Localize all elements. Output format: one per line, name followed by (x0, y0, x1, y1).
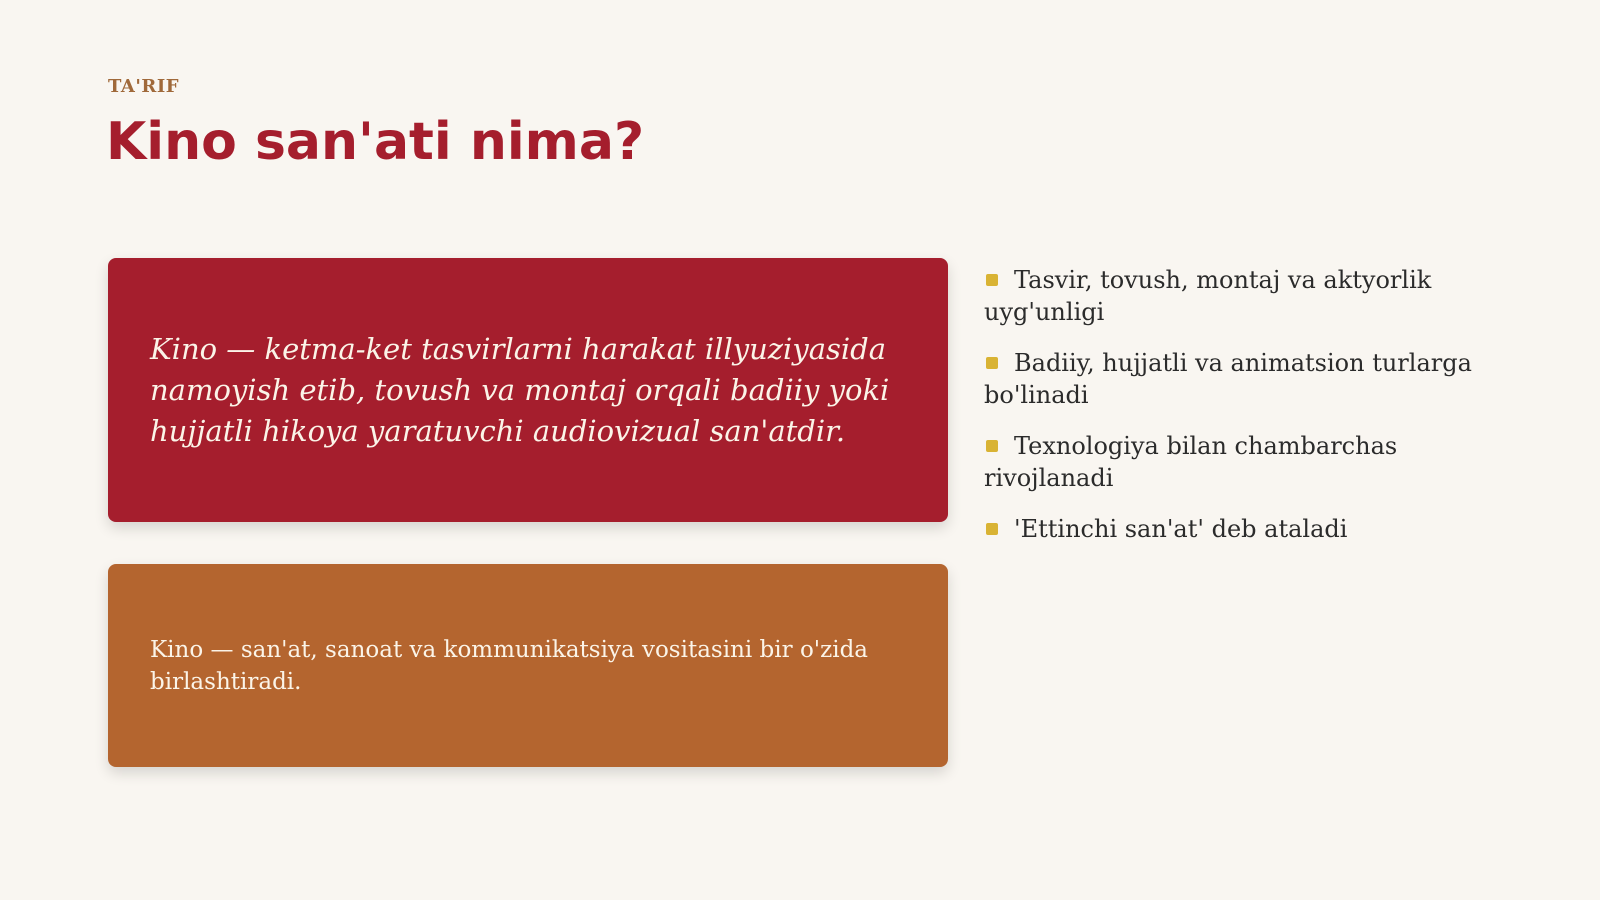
list-item (984, 513, 1504, 545)
definition-text: Kino — ketma-ket tasvirlarni harakat illyuziyasida namoyish etib, tovush va montaj orqali badiiy yoki hujjatli hikoya yaratuvchi audiovizual san'atdir. (150, 331, 890, 448)
list-item (984, 264, 1504, 328)
square-bullet-icon (986, 523, 998, 535)
slide-title: Kino san'ati nima? (106, 112, 645, 172)
definition-card (108, 258, 948, 522)
list-item-text: Texnologiya bilan chambarchas rivojlanadi (984, 432, 1398, 492)
square-bullet-icon (986, 274, 998, 286)
feature-list (984, 264, 1504, 564)
list-item-text: Tasvir, tovush, montaj va aktyorlik uyg'unligi (984, 266, 1432, 326)
list-item-text: Badiiy, hujjatli va animatsion turlarga bo'linadi (984, 349, 1472, 409)
list-item (984, 430, 1504, 494)
square-bullet-icon (986, 440, 998, 452)
summary-text: Kino — san'at, sanoat va kommunikatsiya vositasini bir o'zida birlashtiradi. (150, 636, 869, 695)
list-item (984, 347, 1504, 411)
list-item-text: 'Ettinchi san'at' deb ataladi (1014, 515, 1348, 543)
square-bullet-icon (986, 357, 998, 369)
section-eyebrow: TA'RIF (108, 76, 180, 97)
summary-card (108, 564, 948, 767)
